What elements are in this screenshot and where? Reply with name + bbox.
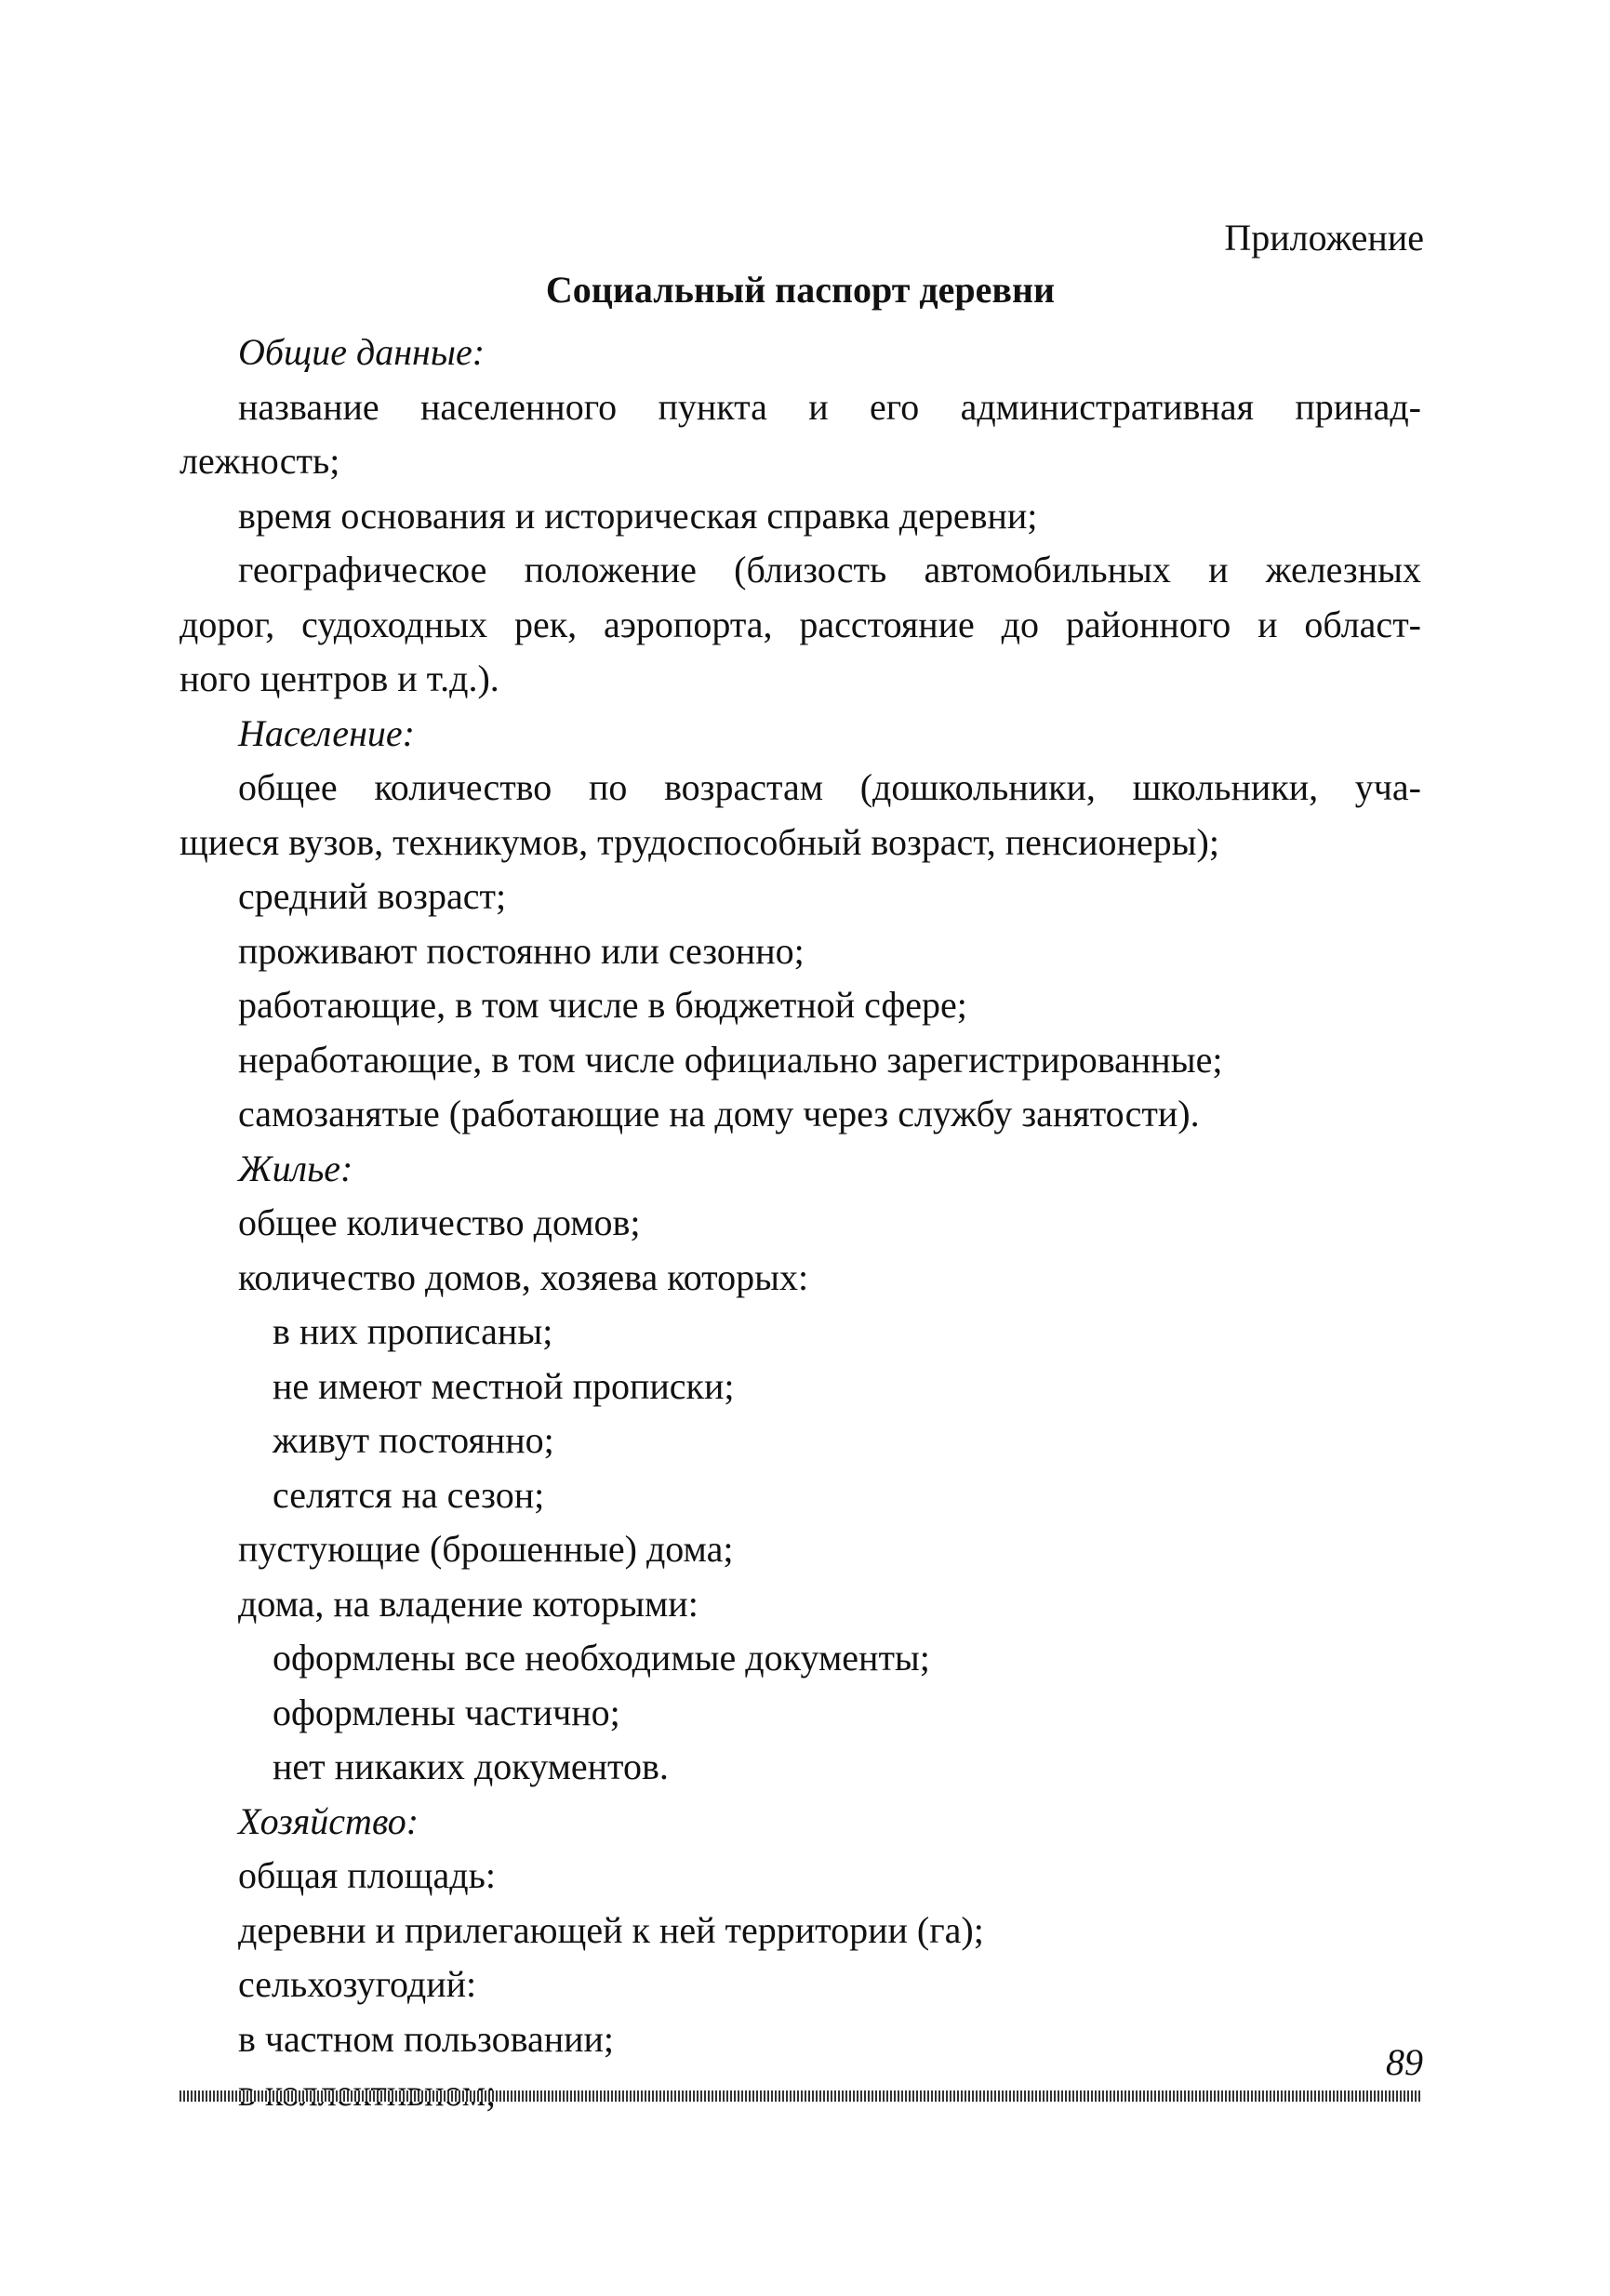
text-line: ного центров и т.д.). xyxy=(180,657,499,699)
text-line: общее количество по возрастам (дошкольники, школьники, уча- xyxy=(238,766,1421,808)
text-line: не имеют местной прописки; xyxy=(273,1364,735,1407)
text-line: в них прописаны; xyxy=(273,1310,553,1352)
text-line: в частном пользовании; xyxy=(238,2017,615,2060)
document-body xyxy=(180,325,1421,2121)
page-number: 89 xyxy=(1386,2041,1423,2083)
text-line: дома, на владение которыми: xyxy=(238,1582,699,1625)
text-line: пустующие (брошенные) дома; xyxy=(238,1528,734,1570)
text-line: географическое положение (близость автомобильных и железных xyxy=(238,549,1421,591)
text-line: сельхозугодий: xyxy=(238,1963,477,2005)
section-heading-general: Общие данные: xyxy=(238,331,486,373)
text-line: лежность; xyxy=(180,440,340,482)
text-line: количество домов, хозяева которых: xyxy=(238,1255,809,1298)
text-line: общая площадь: xyxy=(238,1854,496,1896)
text-line: живут постоянно; xyxy=(273,1419,554,1461)
appendix-label: Приложение xyxy=(1224,217,1424,259)
text-line: средний возраст; xyxy=(238,875,507,917)
text-line: неработающие, в том числе официально зарегистрированные; xyxy=(238,1038,1223,1081)
text-line: щиеся вузов, техникумов, трудоспособный возраст, пенсионеры); xyxy=(180,820,1219,863)
text-line: дорог, судоходных рек, аэропорта, расстояние до районного и област- xyxy=(180,603,1421,645)
text-line: общее количество домов; xyxy=(238,1201,641,1243)
text-line: название населенного пункта и его административная принад- xyxy=(238,385,1421,428)
section-heading-housing: Жилье: xyxy=(238,1147,353,1189)
text-line: время основания и историческая справка деревни; xyxy=(238,494,1038,537)
text-line: оформлены все необходимые документы; xyxy=(273,1637,930,1679)
text-line: оформлены частично; xyxy=(273,1691,620,1733)
text-line: нет никаких документов. xyxy=(273,1745,669,1787)
section-heading-economy: Хозяйство: xyxy=(238,1799,419,1842)
text-line: работающие, в том числе в бюджетной сфере; xyxy=(238,984,967,1026)
page-title: Социальный паспорт деревни xyxy=(545,269,1056,311)
text-line: проживают постоянно или сезонно; xyxy=(238,929,805,972)
text-line: деревни и прилегающей к ней территории (га); xyxy=(238,1908,984,1951)
section-heading-population: Население: xyxy=(238,711,415,754)
footer-rule xyxy=(180,2090,1421,2102)
text-line: селятся на сезон; xyxy=(273,1473,545,1516)
text-line: самозанятые (работающие на дому через службу занятости). xyxy=(238,1093,1200,1135)
